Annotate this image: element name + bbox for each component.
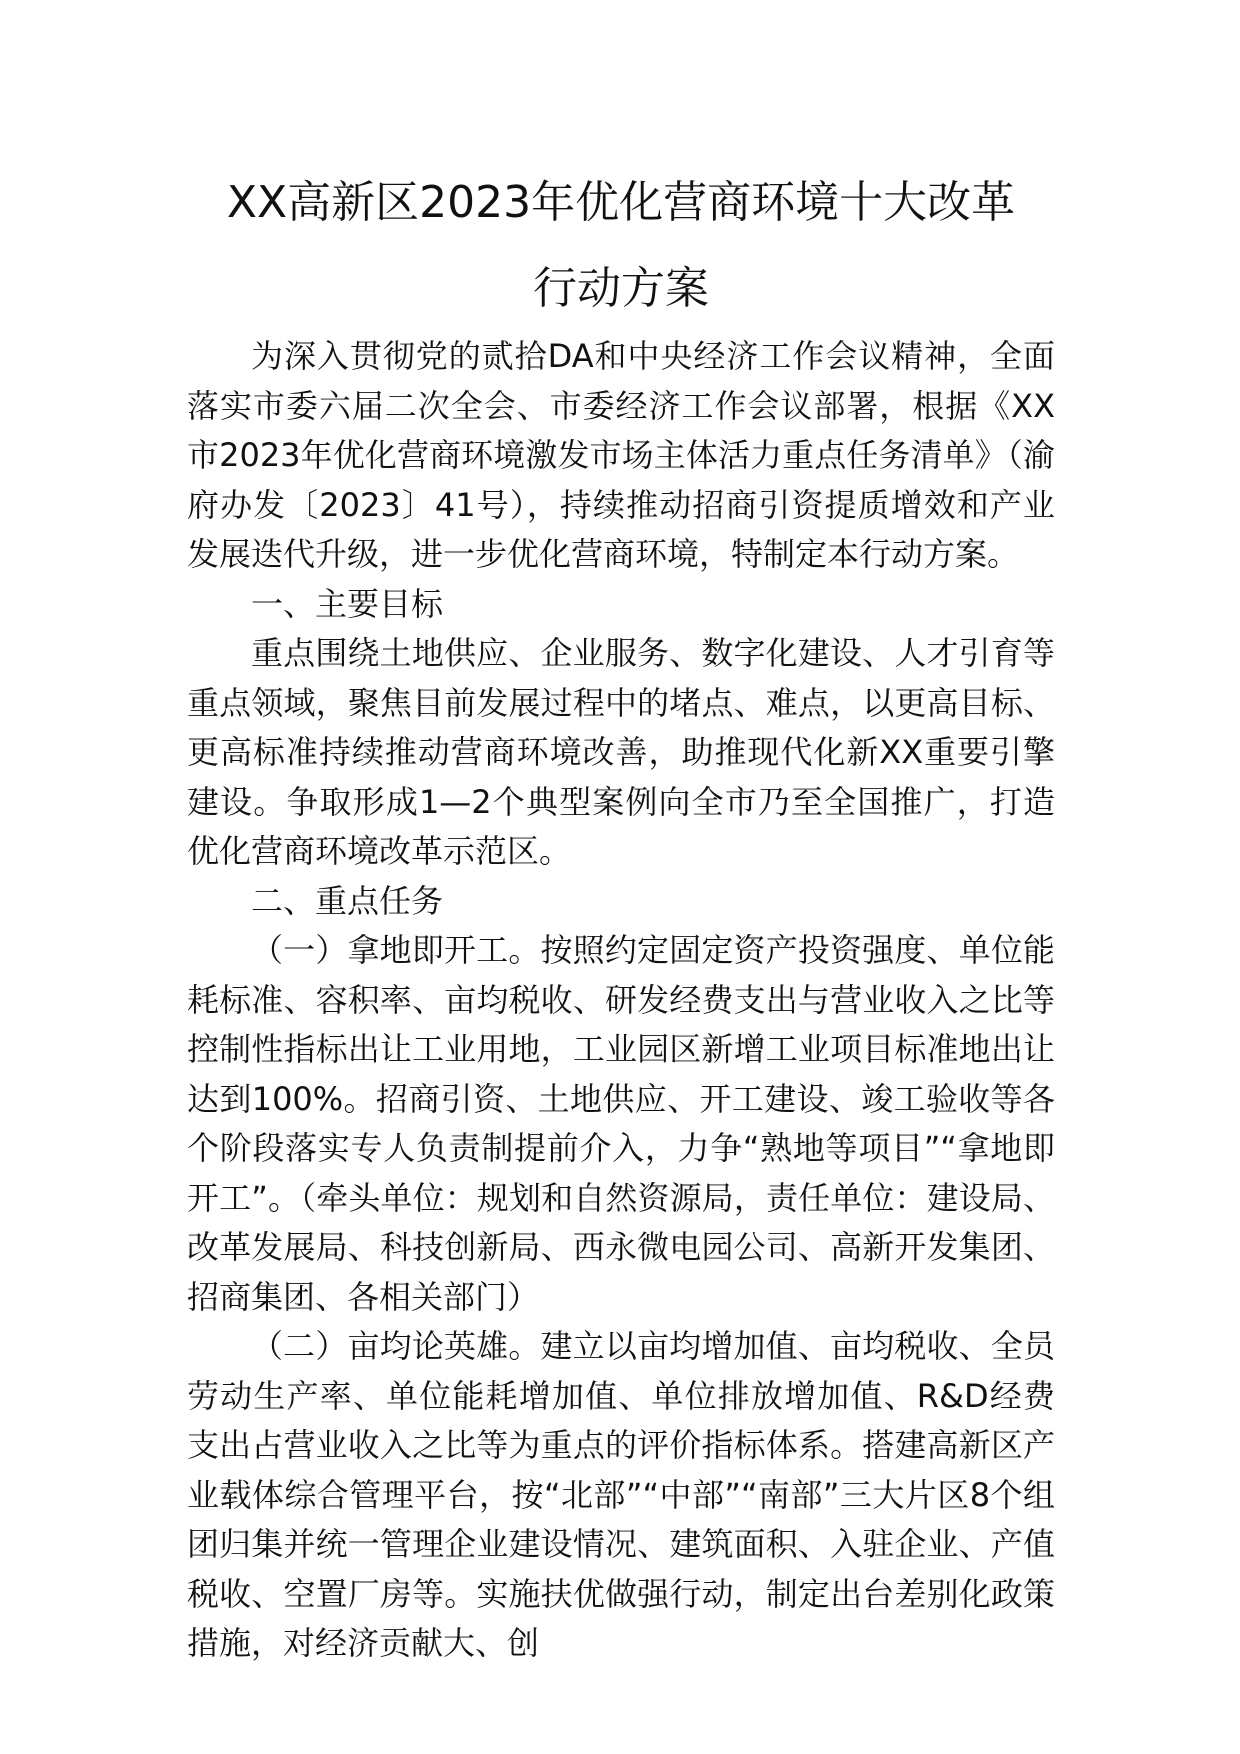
task-2-text: 建立以亩均增加值、亩均税收、全员劳动生产率、单位能耗增加值、单位排放增加值、R&D经费支出占营业收入之比等为重点的评价指标体系。搭建高新区产业载体综合管理平台，按“北部”“中部”“南部”三大片区8个组团归集并统一管理企业建设情况、建筑面积、入驻企业、产值税收、空置厂房等。实施扶优做强行动，制定出台差别化政策措施，对经济贡献大、创 <box>187 1327 1055 1662</box>
task-1-text: 按照约定固定资产投资强度、单位能耗标准、容积率、亩均税收、研发经费支出与营业收入之比等控制性指标出让工业用地，工业园区新增工业项目标准地出让达到100%。招商引资、土地供应、开工建设、竣工验收等各个阶段落实专人负责制提前介入，力争“熟地等项目”“拿地即开工”。（牵头单位：规划和自然资源局，责任单位：建设局、改革发展局、科技创新局、西永微电园公司、高新开发集团、招商集团、各相关部门） <box>187 931 1055 1316</box>
task-1-paragraph <box>187 926 1055 1322</box>
title-line-1: XX高新区2023年优化营商环境十大改革 <box>226 177 1016 228</box>
task-2-heading: （二）亩均论英雄。 <box>251 1327 541 1365</box>
document-title <box>187 160 1055 332</box>
intro-paragraph: 为深入贯彻党的贰拾DA和中央经济工作会议精神，全面落实市委六届二次全会、市委经济工作会议部署，根据《XX市2023年优化营商环境激发市场主体活力重点任务清单》（渝府办发〔2023〕41号），持续推动招商引资提质增效和产业发展迭代升级，进一步优化营商环境，特制定本行动方案。 <box>187 337 1055 573</box>
section-2-heading: 二、重点任务 <box>251 881 444 920</box>
document-body <box>187 160 1055 1669</box>
title-line-2: 行动方案 <box>533 263 709 314</box>
section-1-heading: 一、主要目标 <box>251 584 444 623</box>
task-2-paragraph <box>187 1322 1055 1669</box>
section-1-paragraph: 重点围绕土地供应、企业服务、数字化建设、人才引育等重点领域，聚焦目前发展过程中的堵点、难点，以更高目标、更高标准持续推动营商环境改善，助推现代化新XX重要引擎建设。争取形成1—2个典型案例向全市乃至全国推广，打造优化营商环境改革示范区。 <box>187 634 1055 870</box>
task-1-heading: （一）拿地即开工。 <box>251 931 541 969</box>
